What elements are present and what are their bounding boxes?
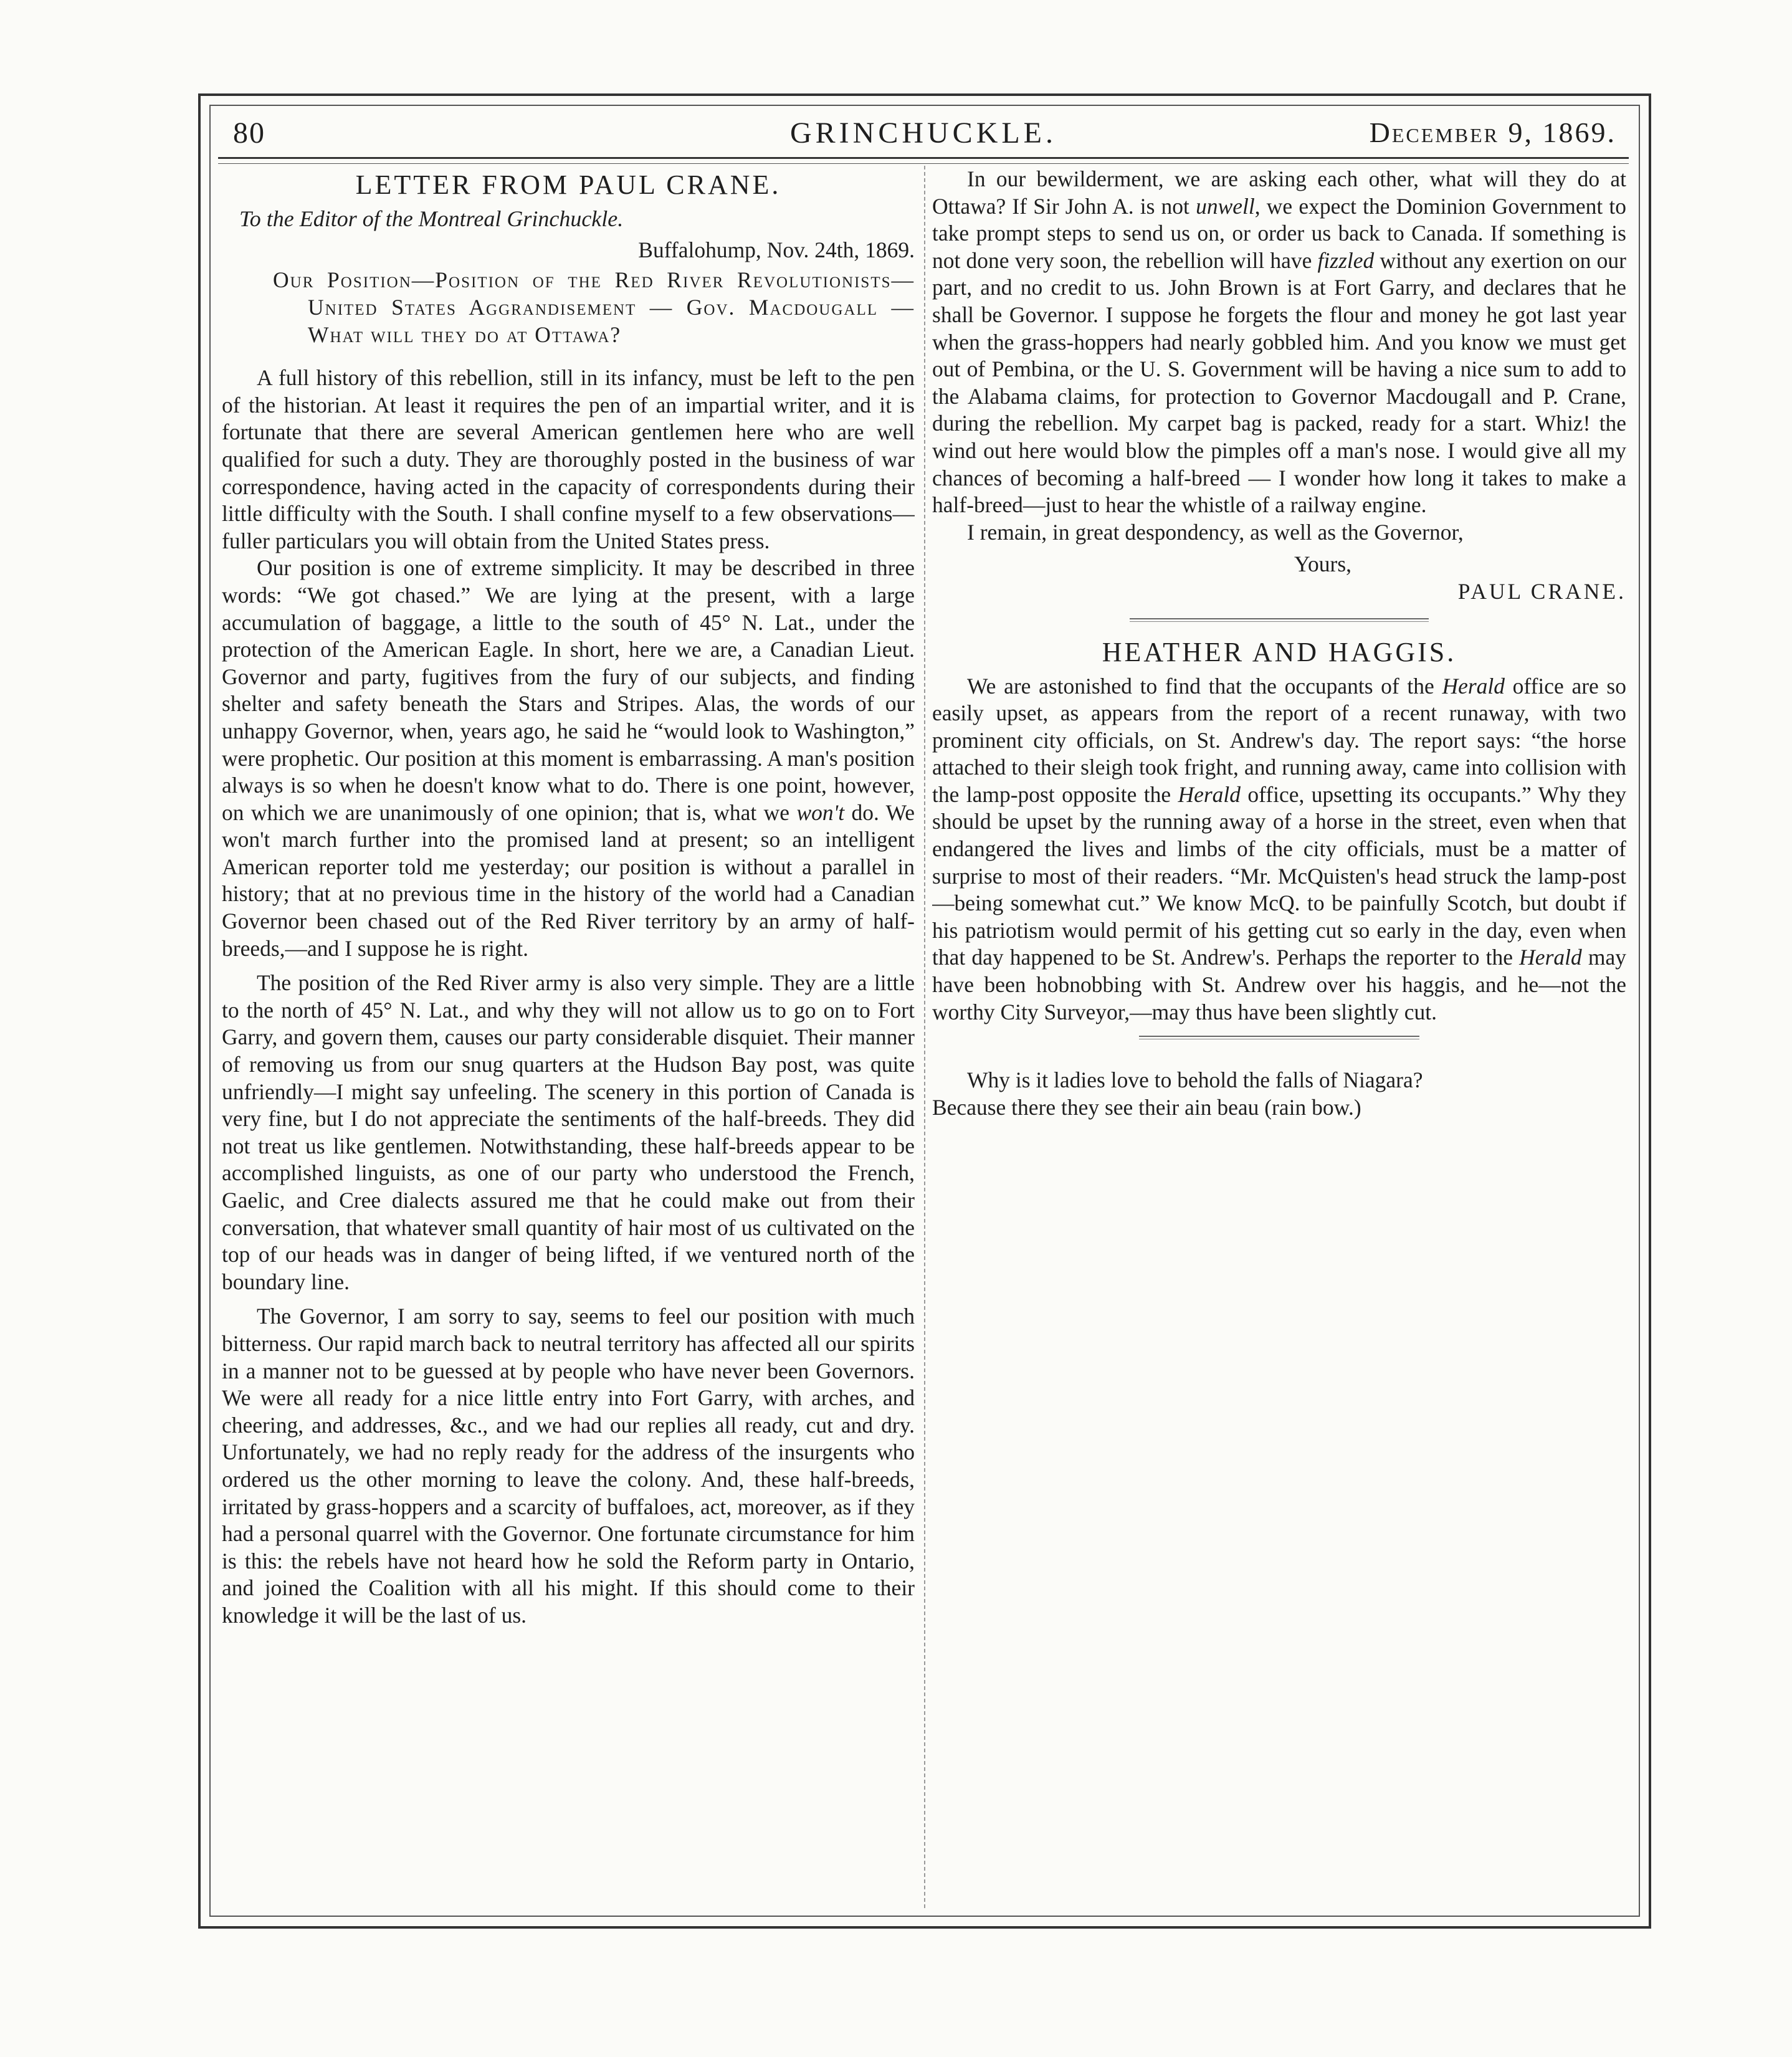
text-run: We are astonished to find that the occupants of the — [967, 673, 1442, 699]
riddle — [932, 1067, 1626, 1121]
heather-paragraph — [932, 673, 1626, 1026]
letter-paragraph-1: A full history of this rebellion, still in its infancy, must be left to the pen of the historian. At least it requires the pen of an impartial writer, and it is fortunate that there are several American gentlemen here who are well qualified for such a duty. They are thoroughly posted in the business of war correspondence, having acted in the capacity of correspondents during their little difficulty with the South. I shall confine myself to a few observations—fuller particulars you will obtain from the United States press. — [222, 365, 915, 553]
page-header — [218, 110, 1629, 156]
emphasis: unwell — [1196, 193, 1255, 219]
text-run: , we expect the Dominion Government to take prompt steps to send us on, or order us back to Canada. If something is not done very soon, the rebellion will have — [932, 193, 1626, 273]
page-number: 80 — [233, 117, 265, 150]
section-divider — [1130, 618, 1429, 622]
header-rule-thin — [218, 163, 1629, 164]
section-divider — [1139, 1036, 1419, 1039]
paragraph-gap — [222, 962, 915, 970]
text-run: without any exertion on our part, and no credit to us. John Brown is at Fort Garry, and declares that he shall be Governor. I suppose he forgets the flour and money he got last year when the grass-hoppers had nearly gobbled him. And you know we must get out of Pembina, or the U. S. Government will be having a nice sum to add to the Alabama claims, for protection to Governor Macdougall and P. Crane, during the rebellion. My carpet bag is packed, ready for a start. Whiz! the wind out here would blow the pimples off a man's nose. I would give all my chances of becoming a half-breed — I wonder how long it takes to make a half-breed—just to hear the whistle of a railway engine. — [932, 247, 1626, 518]
letter-paragraph-3: The position of the Red River army is also very simple. They are a little to the north of 45° N. Lat., and why they will not allow us to go on to Fort Garry, and govern them, causes our party considerable disquiet. Their manner of removing us from our snug quarters at the Hudson Bay post, was quite unfriendly—I might say unfeeling. The scenery in this portion of Canada is very fine, but I do not appreciate the sentiments of the half-breeds. They did not treat us like gentlemen. Notwithstanding, these half-breeds appear to be accomplished linguists, as one of our party who understood the French, Gaelic, and Cree dialects assured me that he could make out from their conversation, that whatever small quantity of hair most of us cultivated on the top of our heads was in danger of being lifted, if we ventured north of the boundary line. — [222, 970, 915, 1294]
letter-dateline: Buffalohump, Nov. 24th, 1869. — [638, 237, 915, 262]
letter-summary: Our Position—Position of the Red River Revolutionists—United States Aggrandisement — Gov. Macdougall — What will they do at Ottawa? — [273, 267, 915, 348]
right-column — [932, 166, 1626, 1911]
issue-date: December 9, 1869. — [1369, 117, 1616, 148]
column-separator — [924, 166, 925, 1908]
letter-signature: PAUL CRANE. — [1457, 578, 1626, 604]
riddle-question: Why is it ladies love to behold the falls of Niagara? — [967, 1067, 1423, 1093]
publication-title: GRINCHUCKLE. — [790, 117, 1057, 150]
heather-title: HEATHER AND HAGGIS. — [1102, 636, 1457, 667]
text-run: office are so easily upset, as appears from the report of a recent runaway, with two prominent city officials, on St. Andrew's day. The report says: “the horse attached to their sleigh took fright, and running away, came into collision with the lamp-post opposite the — [932, 673, 1626, 807]
header-rule-thick — [218, 157, 1629, 159]
emphasis: Herald — [1178, 781, 1241, 807]
text-run: may have been hobnobbing with St. Andrew over his haggis, and he—not the worthy City Surveyor,—may thus have been slightly cut. — [932, 945, 1626, 1024]
emphasis: won't — [796, 799, 845, 825]
letter-addressee: To the Editor of the Montreal Grinchuckle. — [239, 206, 624, 231]
text-run: Our position is one of extreme simplicity. It may be described in three words: “We got chased.” We are lying at the present, with a large accumulation of baggage, a little to the south of 45° N. Lat., under the protection of the American Eagle. In short, here we are, a Canadian Lieut. Governor and party, fugitives from the fury of our subjects, and finding shelter and safety beneath the Stars and Stripes. Alas, the words of our unhappy Governor, when, years ago, he said he “would look to Washington,” were prophetic. Our position at this moment is embarrassing. A man's position always is so when he doesn't know what to do. There is one point, however, on which we are unanimously of one opinion; that is, what we — [222, 555, 915, 825]
left-column — [222, 166, 915, 1911]
paragraph-gap — [222, 1296, 915, 1303]
letter-paragraph-2 — [222, 555, 915, 962]
text-run: In our bewilderment, we are asking each other, what will they do at Ottawa? If Sir John A. is not — [932, 166, 1626, 219]
emphasis: Herald — [1519, 945, 1582, 970]
riddle-answer: Because there they see their ain beau (rain bow.) — [932, 1094, 1361, 1120]
letter-paragraph-5 — [932, 166, 1626, 519]
text-run: office, upsetting its occupants.” Why they should be upset by the running away of a horse in the street, even when that endangered the lives and limbs of the city officials, must be a matter of surprise to most of their readers. “Mr. McQuisten's head struck the lamp-post—being somewhat cut.” We know McQ. to be painfully Scotch, but doubt if his patriotism would permit of his getting cut so early in the day, even when that day happened to be St. Andrew's. Perhaps the reporter to the — [932, 781, 1626, 970]
letter-title: LETTER FROM PAUL CRANE. — [355, 169, 781, 200]
letter-closing: I remain, in great despondency, as well as the Governor, — [967, 519, 1464, 545]
letter-paragraph-4: The Governor, I am sorry to say, seems to feel our position with much bitterness. Our rapid march back to neutral territory has affected all our spirits in a manner not to be guessed at by people who have never been Governors. We were all ready for a nice little entry into Fort Garry, with arches, and cheering, and addresses, &c., and we had our replies all ready, cut and dry. Unfortunately, we had no reply ready for the address of the insurgents who ordered us the other morning to leave the colony. And, these half-breeds, irritated by grass-hoppers and a scarcity of buffaloes, act, moreover, as if they had a personal quarrel with the Governor. One fortunate circumstance for him is this: the rebels have not heard how he sold the Reform party in Ontario, and joined the Coalition with all his might. If this should come to their knowledge it will be the last of us. — [222, 1304, 915, 1628]
text-run: do. We won't march further into the promised land at present; so an intelligent American reporter told me yesterday; our position is without a parallel in history; that at no previous time in the history of the world had a Canadian Governor been chased out of the Red River territory by an army of half-breeds,—and I suppose he is right. — [222, 799, 915, 961]
emphasis: Herald — [1442, 673, 1505, 699]
letter-yours: Yours, — [1294, 551, 1352, 577]
emphasis: fizzled — [1317, 247, 1375, 273]
